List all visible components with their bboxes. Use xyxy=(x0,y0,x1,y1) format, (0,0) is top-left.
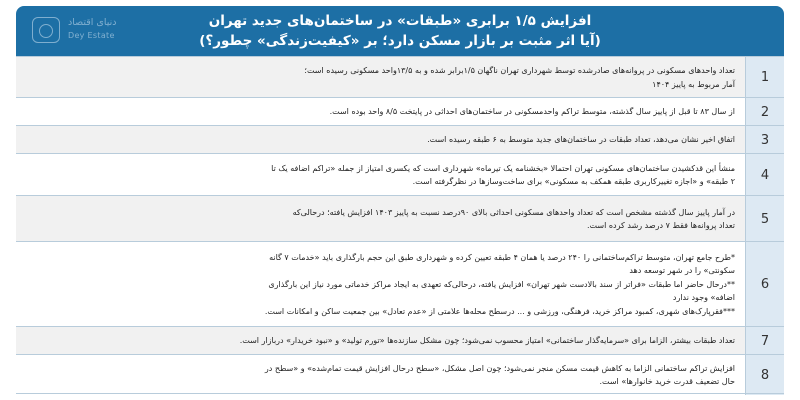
row-text-line: ***فقرپارک‌های شهری، کمبود مراکز خرید، فرهنگی، ورزشی و ... درسطح محله‌ها علامتی از «عدم تعادل» بین جمعیت ساکن و امکانات است. xyxy=(264,306,735,316)
row-text-line: تعداد پروانه‌ها فقط ۷ درصد رشد کرده است. xyxy=(586,221,735,230)
row-number: 2 xyxy=(745,98,784,126)
row-text-line: از سال ۸۳ تا قبل از پاییز سال گذشته، متوسط تراکم واحدمسکونی در ساختمان‌های احداثی در پایتخت ۸/۵ واحد بوده است. xyxy=(329,107,735,117)
table-row xyxy=(16,125,784,154)
table-row xyxy=(16,56,784,98)
row-number: 3 xyxy=(745,126,784,154)
page-title: افزایش ۱/۵ برابری «طبقات» در ساختمان‌های جدید تهران xyxy=(208,13,592,29)
row-number: 6 xyxy=(745,242,784,327)
row-text xyxy=(16,327,745,355)
row-text-line: تعداد طبقات بیشتر، الزاما برای «سرمایه‌گذار ساختمانی» امتیاز محسوب نمی‌شود؛ چون مشکل سازنده‌ها «تورم تولید» و «نبود خریدار» دربازار است. xyxy=(239,336,735,346)
table-row xyxy=(16,97,784,126)
row-text-line: در آمار پاییز سال گذشته مشخص است که تعداد واحدهای مسکونی احداثی بالای ۹۰درصد نسبت به پاییز ۱۴۰۳ افزایش یافته؛ درحالی‌که xyxy=(292,207,735,217)
table-row xyxy=(16,241,784,327)
row-text xyxy=(16,196,745,242)
infographic-table xyxy=(16,6,784,394)
row-number: 8 xyxy=(745,355,784,395)
row-text xyxy=(16,355,745,395)
table-header xyxy=(16,6,784,56)
row-text-line: حال تضعیف قدرت خرید خانوارها» است. xyxy=(599,377,735,386)
row-number: 5 xyxy=(745,196,784,242)
row-text xyxy=(16,57,745,98)
row-text xyxy=(16,154,745,196)
row-text-line: **درحال حاضر اما طبقات «فراتر از سند بالادست شهر تهران» افزایش یافته، درحالی‌که تعهدی به ایجاد مراکز خدماتی مورد نیاز این بارگذاری xyxy=(268,279,735,289)
row-text-line: آمار مربوط به پاییز ۱۴۰۴ xyxy=(652,79,735,89)
logo-text-en: Dey Estate xyxy=(68,31,115,40)
row-text-line: تعداد واحدهای مسکونی در پروانه‌های صادرشده توسط شهرداری تهران ناگهان ۱/۵برابر شده و به ۱۳/۵واحد مسکونی رسیده است؛ xyxy=(304,66,735,75)
row-number: 4 xyxy=(745,154,784,196)
row-number: 1 xyxy=(745,57,784,98)
row-text-line: *طرح جامع تهران، متوسط تراکم‌ساختمانی را ۲۴۰ درصد یا همان ۴ طبقه تعیین کرده و شهرداری طبق این حجم بارگذاری باید «خدمات ۷ گانه xyxy=(269,252,735,262)
logo-text-fa: دنیای اقتصاد xyxy=(68,17,117,28)
table-row xyxy=(16,153,784,196)
row-text xyxy=(16,98,745,126)
table-row xyxy=(16,326,784,355)
row-text-line: ۲ طبقه» و «اجازه تغییرکاربری طبقه همکف به مسکونی» برای ساخت‌وسازها در نظرگرفته است. xyxy=(412,177,735,186)
row-text-line: افزایش تراکم ساختمانی الزاما به کاهش قیمت مسکن منجر نمی‌شود؛ چون اصل مشکل، «سطح درحال افزایش قیمت تمام‌شده» و «سطح در xyxy=(264,363,735,373)
row-text xyxy=(16,126,745,154)
page-subtitle: (آیا اثر مثبت بر بازار مسکن دارد؛ بر «کیفیت‌زندگی» چطور؟) xyxy=(199,33,601,49)
row-text-line: اضافه» وجود ندارد xyxy=(672,293,735,303)
table-row xyxy=(16,354,784,395)
table-row xyxy=(16,195,784,242)
row-text-line: سکونتی» را در شهر توسعه دهد xyxy=(629,266,735,276)
publisher-logo xyxy=(32,15,132,47)
row-text xyxy=(16,242,745,327)
logo-mark-icon xyxy=(32,17,60,43)
table-bottom-border xyxy=(16,393,784,394)
row-text-line: اتفاق اخیر نشان می‌دهد، تعداد طبقات در ساختمان‌های جدید متوسط به ۶ طبقه رسیده است. xyxy=(427,135,735,145)
row-text-line: منشأ این قدکشیدن ساختمان‌های مسکونی تهران احتمالا «بخشنامه یک تیرماه» شهرداری است که یکسری امتیاز از جمله «تراکم اضافه یک تا xyxy=(271,163,735,173)
row-number: 7 xyxy=(745,327,784,355)
